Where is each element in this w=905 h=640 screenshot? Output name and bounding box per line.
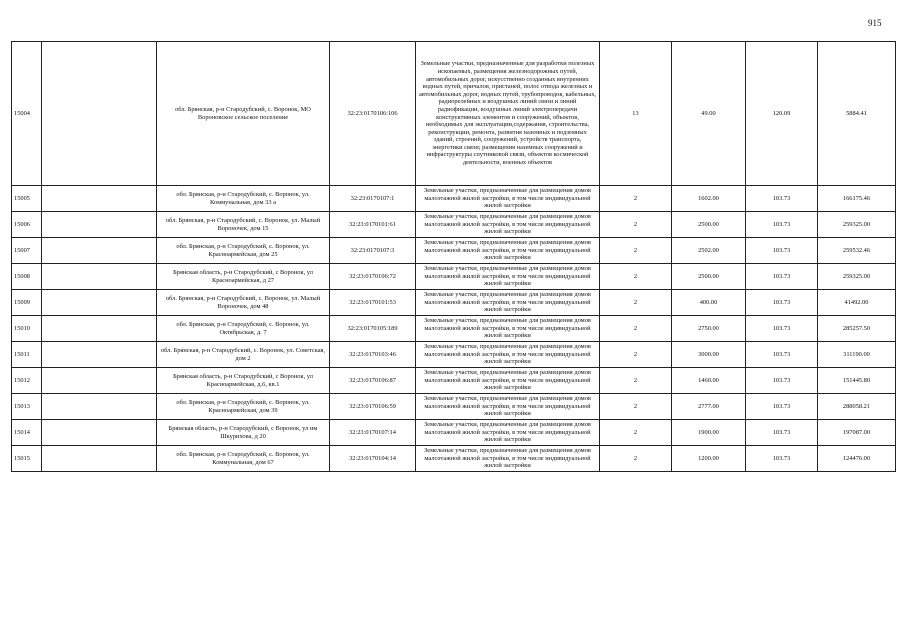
use-code-cell: 2 [600,420,672,446]
row-id: 15006 [12,212,42,238]
use-code-cell: 13 [600,42,672,186]
blank-cell [42,238,157,264]
cadastral-value-cell: 288058.21 [818,394,896,420]
row-id: 15012 [12,368,42,394]
address-cell: обл. Брянская, р-н Стародубский, с. Воронок, ул. Коммунальная, дом 67 [157,446,330,472]
rate-cell: 103.73 [746,342,818,368]
page-number: 915 [868,18,882,28]
cadastral-number-cell: 32:23:0170106:106 [330,42,416,186]
table-row [12,368,896,394]
row-id: 15005 [12,186,42,212]
blank-cell [42,264,157,290]
land-use-cell: Земельные участки, предназначенные для размещения домов малоэтажной жилой застройки, в том числе индивидуальной жилой застройки [416,186,600,212]
table-row [12,186,896,212]
row-id: 15011 [12,342,42,368]
table-row [12,446,896,472]
use-code-cell: 2 [600,212,672,238]
area-cell: 2500.00 [672,212,746,238]
address-cell: Брянская область, р-н Стародубский, с Воронок, ул Красноармейская, д 27 [157,264,330,290]
row-id: 15007 [12,238,42,264]
cadastral-number-cell: 32:23:0170107:1 [330,186,416,212]
table-row [12,394,896,420]
area-cell: 400.00 [672,290,746,316]
row-id: 15014 [12,420,42,446]
cadastral-number-cell: 32:23:0170101:61 [330,212,416,238]
rate-cell: 103.73 [746,186,818,212]
address-cell: обл. Брянская, р-н Стародубский, с. Воронок, ул. Малый Вороночек, дом 48 [157,290,330,316]
use-code-cell: 2 [600,342,672,368]
land-use-cell: Земельные участки, предназначенные для разработки полезных ископаемых, размещения железнодорожных путей, автомобильных дорог, искусственно созданных внутренних водных путей, причалов, пристаней, полос отвода железных и автомобильных дорог, водных путей, трубопроводов, кабельных, радиорелейных и воздушных линий связи и линий радиофикации, воздушных линий электропередачи конструктивных элементов и сооружений, объектов, необходимых для эксплуатации,содержания, строительства, реконструкции, ремонта, развития наземных и подземных зданий, строений, сооружений, устройств транспорта, энергетики связи; размещения наземных сооружений и инфраструктуры спутниковой связи, объектов космической деятельности, военных объектов [416,42,600,186]
area-cell: 2500.00 [672,264,746,290]
row-id: 15008 [12,264,42,290]
table-row [12,264,896,290]
land-use-cell: Земельные участки, предназначенные для размещения домов малоэтажной жилой застройки, в том числе индивидуальной жилой застройки [416,290,600,316]
rate-cell: 103.73 [746,420,818,446]
blank-cell [42,394,157,420]
cadastral-value-cell: 259325.00 [818,264,896,290]
area-cell: 49.00 [672,42,746,186]
area-cell: 3000.00 [672,342,746,368]
cadastral-value-cell: 41492.00 [818,290,896,316]
area-cell: 1460.00 [672,368,746,394]
row-id: 15004 [12,42,42,186]
table-row [12,342,896,368]
land-use-cell: Земельные участки, предназначенные для размещения домов малоэтажной жилой застройки, в том числе индивидуальной жилой застройки [416,368,600,394]
cadastral-number-cell: 32:23:0170105:189 [330,316,416,342]
use-code-cell: 2 [600,264,672,290]
table-row [12,212,896,238]
table-body [12,42,896,472]
area-cell: 2502.00 [672,238,746,264]
address-cell: обл. Брянская, р-н Стародубский, с. Воронок, ул. Малый Вороночек, дом 15 [157,212,330,238]
use-code-cell: 2 [600,316,672,342]
row-id: 15013 [12,394,42,420]
cadastral-number-cell: 32:23:0170104:14 [330,446,416,472]
blank-cell [42,342,157,368]
blank-cell [42,42,157,186]
cadastral-value-cell: 285257.50 [818,316,896,342]
address-cell: обл. Брянская, р-н Стародубский, с. Воронок, ул. Коммунальная, дом 33 а [157,186,330,212]
address-cell: обл. Брянская, р-н Стародубский, с. Воронок, ул. Красноармейская, дом 39 [157,394,330,420]
cadastral-number-cell: 32:23:0170106:72 [330,264,416,290]
cadastral-number-cell: 32:23:0170106:59 [330,394,416,420]
address-cell: обл. Брянская, р-н Стародубский, с. Воронок, ул. Октябрьская, д. 7 [157,316,330,342]
cadastral-value-cell: 259325.00 [818,212,896,238]
row-id: 15009 [12,290,42,316]
land-use-cell: Земельные участки, предназначенные для размещения домов малоэтажной жилой застройки, в том числе индивидуальной жилой застройки [416,446,600,472]
blank-cell [42,290,157,316]
cadastral-number-cell: 32:23:0170107:14 [330,420,416,446]
rate-cell: 103.73 [746,264,818,290]
address-cell: Брянская область, р-н Стародубский, с Воронок, ул им Шкурихова, д 20 [157,420,330,446]
blank-cell [42,186,157,212]
rate-cell: 103.73 [746,394,818,420]
land-use-cell: Земельные участки, предназначенные для размещения домов малоэтажной жилой застройки, в том числе индивидуальной жилой застройки [416,420,600,446]
cadastral-value-cell: 5884.41 [818,42,896,186]
rate-cell: 103.73 [746,316,818,342]
row-id: 15015 [12,446,42,472]
cadastral-number-cell: 32:23:0170103:46 [330,342,416,368]
address-cell: обл. Брянская, р-н Стародубский, с. Воронок, МО Вороновское сельское поселение [157,42,330,186]
rate-cell: 103.73 [746,368,818,394]
use-code-cell: 2 [600,368,672,394]
blank-cell [42,420,157,446]
use-code-cell: 2 [600,446,672,472]
land-use-cell: Земельные участки, предназначенные для размещения домов малоэтажной жилой застройки, в том числе индивидуальной жилой застройки [416,316,600,342]
table-row [12,238,896,264]
cadastral-value-cell: 151445.80 [818,368,896,394]
blank-cell [42,446,157,472]
rate-cell: 120.09 [746,42,818,186]
cadastral-value-cell: 166175.46 [818,186,896,212]
table-row [12,290,896,316]
rate-cell: 103.73 [746,238,818,264]
cadastral-value-cell: 259532.46 [818,238,896,264]
area-cell: 1200.00 [672,446,746,472]
table-row [12,316,896,342]
use-code-cell: 2 [600,238,672,264]
rate-cell: 103.73 [746,290,818,316]
cadastral-value-table [11,41,896,472]
cadastral-number-cell: 32:23:0170106:87 [330,368,416,394]
blank-cell [42,316,157,342]
address-cell: обл. Брянская, р-н Стародубский, с. Воронок, ул. Советская, дом 2 [157,342,330,368]
rate-cell: 103.73 [746,212,818,238]
area-cell: 2777.00 [672,394,746,420]
land-use-cell: Земельные участки, предназначенные для размещения домов малоэтажной жилой застройки, в том числе индивидуальной жилой застройки [416,394,600,420]
cadastral-value-cell: 197087.00 [818,420,896,446]
row-id: 15010 [12,316,42,342]
land-use-cell: Земельные участки, предназначенные для размещения домов малоэтажной жилой застройки, в том числе индивидуальной жилой застройки [416,238,600,264]
table-row [12,420,896,446]
use-code-cell: 2 [600,186,672,212]
area-cell: 2750.00 [672,316,746,342]
blank-cell [42,212,157,238]
cadastral-number-cell: 32:23:0170101:53 [330,290,416,316]
land-use-cell: Земельные участки, предназначенные для размещения домов малоэтажной жилой застройки, в том числе индивидуальной жилой застройки [416,264,600,290]
address-cell: Брянская область, р-н Стародубский, с Воронок, ул Красноармейская, д.6, кв.1 [157,368,330,394]
use-code-cell: 2 [600,394,672,420]
cadastral-value-cell: 124476.00 [818,446,896,472]
area-cell: 1602.00 [672,186,746,212]
cadastral-number-cell: 32:23:0170107:3 [330,238,416,264]
land-use-cell: Земельные участки, предназначенные для размещения домов малоэтажной жилой застройки, в том числе индивидуальной жилой застройки [416,212,600,238]
land-use-cell: Земельные участки, предназначенные для размещения домов малоэтажной жилой застройки, в том числе индивидуальной жилой застройки [416,342,600,368]
blank-cell [42,368,157,394]
address-cell: обл. Брянская, р-н Стародубский, с. Воронок, ул. Красноармейская, дом 25 [157,238,330,264]
rate-cell: 103.73 [746,446,818,472]
use-code-cell: 2 [600,290,672,316]
table-row [12,42,896,186]
cadastral-value-cell: 311190.00 [818,342,896,368]
area-cell: 1900.00 [672,420,746,446]
